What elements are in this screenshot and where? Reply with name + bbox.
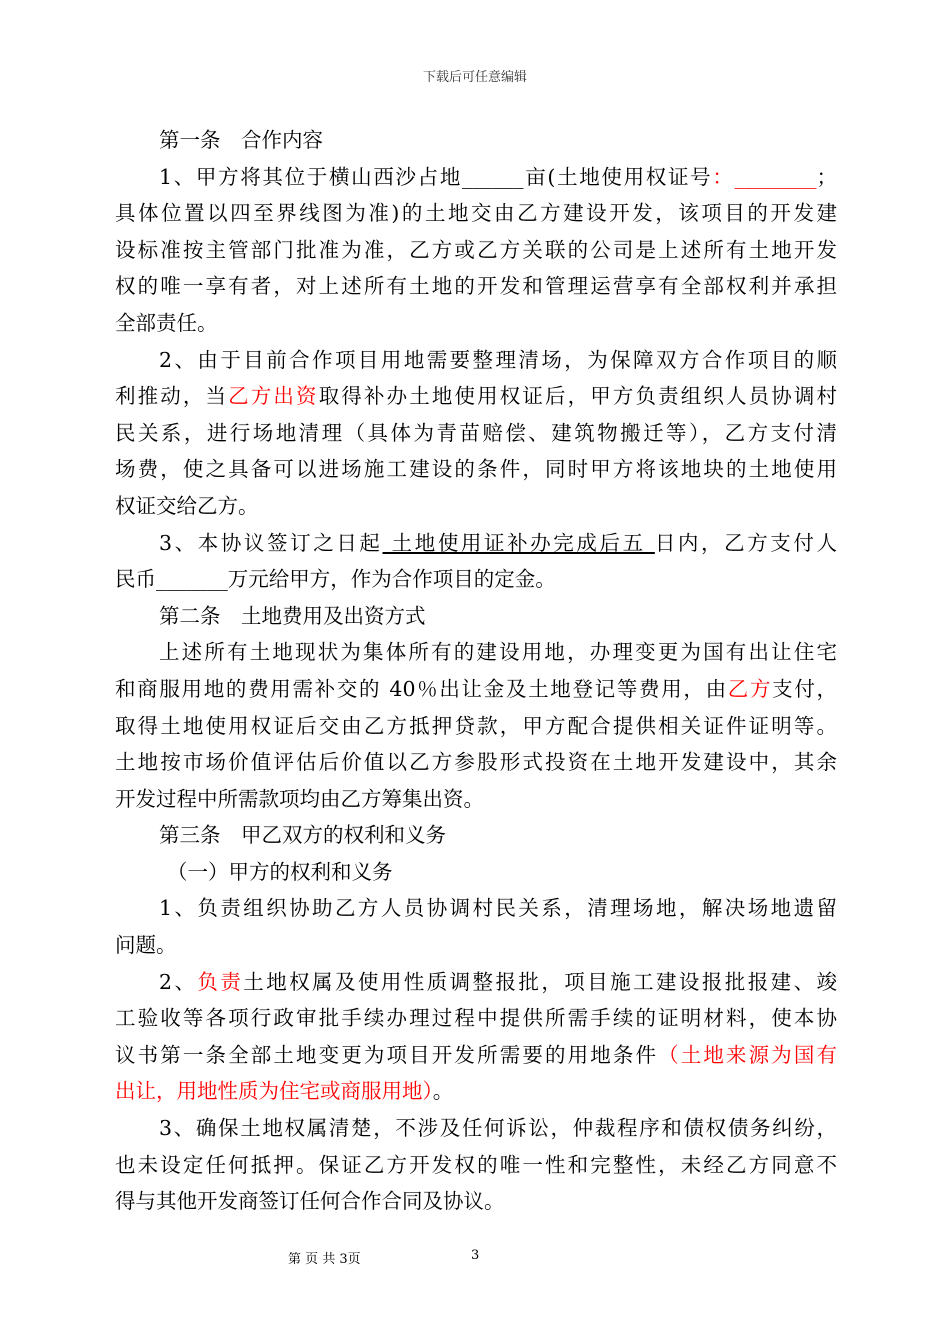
paragraph-line: 开发过程中所需款项均由乙方筹集出资。 xyxy=(115,786,484,811)
paragraph-line: 民关系，进行场地清理（具体为青苗赔偿、建筑物搬迁等），乙方支付清 xyxy=(115,420,837,445)
page-footer-label: 第 页 共 3页 xyxy=(288,1252,361,1267)
text-run: 亩(土地使用权证号 xyxy=(523,164,713,189)
highlighted-text: 负责 xyxy=(197,969,244,994)
highlighted-text: 乙方 xyxy=(727,676,773,701)
paragraph-line xyxy=(115,964,837,1001)
paragraph-line: 工验收等各项行政审批手续办理过程中提供所需手续的证明材料，使本协 xyxy=(115,1006,837,1031)
paragraph-line xyxy=(115,671,837,708)
paragraph-line xyxy=(115,378,837,415)
paragraph-line: 场费，使之具备可以进场施工建设的条件，同时甲方将该地块的土地使用 xyxy=(115,457,837,482)
highlighted-text: （土地来源为国有 xyxy=(658,1042,838,1067)
highlighted-text: 出让，用地性质为住宅或商服用地） xyxy=(115,1079,433,1104)
highlighted-text: 乙方出资 xyxy=(228,384,319,409)
text-run: 议书第一条全部土地变更为项目开发所需要的用地条件 xyxy=(115,1042,659,1067)
paragraph-line: 1、负责组织协助乙方人员协调村民关系，清理场地，解决场地遗留 xyxy=(159,896,837,921)
page-number: 3 xyxy=(471,1248,480,1263)
text-run: 2、 xyxy=(159,969,198,994)
paragraph-line: 也未设定任何抵押。保证乙方开发权的唯一性和完整性，未经乙方同意不 xyxy=(115,1152,837,1177)
paragraph-line: 权证交给乙方。 xyxy=(115,493,259,518)
text-run: 3、本协议签订之日起 xyxy=(159,530,383,555)
paragraph-line: 问题。 xyxy=(115,933,177,958)
paragraph-line xyxy=(115,159,837,196)
subsection-heading: （一）甲方的权利和义务 xyxy=(167,859,393,884)
section-heading-2: 第二条 土地费用及出资方式 xyxy=(159,603,426,628)
underlined-text: 土地使用证补办完成后五 xyxy=(382,530,655,555)
blank-cert-number: ________ xyxy=(734,164,817,189)
paragraph-line: 土地按市场价值评估后价值以乙方参股形式投资在土地开发建设中，其余 xyxy=(115,750,837,775)
section-heading-1: 第一条 合作内容 xyxy=(159,128,323,152)
paragraph-line: 上述所有土地现状为集体所有的建设用地，办理变更为国有出让住宅 xyxy=(159,640,837,665)
paragraph-line xyxy=(115,1037,837,1074)
paragraph-line: 权的唯一享有者，对上述所有土地的开发和管理运营享有全部权利并承担 xyxy=(115,274,837,299)
paragraph-line xyxy=(115,561,837,598)
text-run: 土地权属及使用性质调整报批，项目施工建设报批报建、竣 xyxy=(243,969,837,994)
blank-amount: _______ xyxy=(156,567,228,592)
text-run: 利推动，当 xyxy=(115,384,229,409)
paragraph-line: 设标准按主管部门批准为准，乙方或乙方关联的公司是上述所有土地开发 xyxy=(115,237,837,262)
text-run: 日内，乙方支付人 xyxy=(654,530,837,555)
text-run: ； xyxy=(816,164,838,189)
text-run: 1、甲方将其位于横山西沙占地 xyxy=(159,164,463,189)
paragraph-line: 具体位置以四至界线图为准)的土地交由乙方建设开发，该项目的开发建 xyxy=(115,201,837,226)
paragraph-line: 取得土地使用权证后交由乙方抵押贷款，甲方配合提供相关证件证明等。 xyxy=(115,713,837,738)
text-run: 取得补办土地使用权证后，甲方负责组织人员协调村 xyxy=(318,384,838,409)
text-run: 。 xyxy=(432,1079,454,1104)
document-body xyxy=(115,122,837,1220)
paragraph-line xyxy=(115,1073,837,1110)
paragraph-line: 得与其他开发商签订任何合作合同及协议。 xyxy=(115,1189,505,1214)
blank-area: ______ xyxy=(462,164,524,189)
text-run: 民币 xyxy=(115,567,156,592)
text-run: 和商服用地的费用需补交的 40％出让金及土地登记等费用，由 xyxy=(115,676,728,701)
paragraph-line: 全部责任。 xyxy=(115,310,218,335)
highlighted-text: ： xyxy=(712,164,735,189)
page-header: 下载后可任意编辑 xyxy=(422,70,527,85)
text-run: 支付， xyxy=(772,676,838,701)
paragraph-line xyxy=(115,525,837,562)
paragraph-line: 2、由于目前合作项目用地需要整理清场，为保障双方合作项目的顺 xyxy=(159,347,837,372)
text-run: 万元给甲方，作为合作项目的定金。 xyxy=(227,567,556,592)
paragraph-line: 3、确保土地权属清楚，不涉及任何诉讼，仲裁程序和债权债务纠纷， xyxy=(159,1116,837,1141)
section-heading-3: 第三条 甲乙双方的权利和义务 xyxy=(159,823,446,848)
